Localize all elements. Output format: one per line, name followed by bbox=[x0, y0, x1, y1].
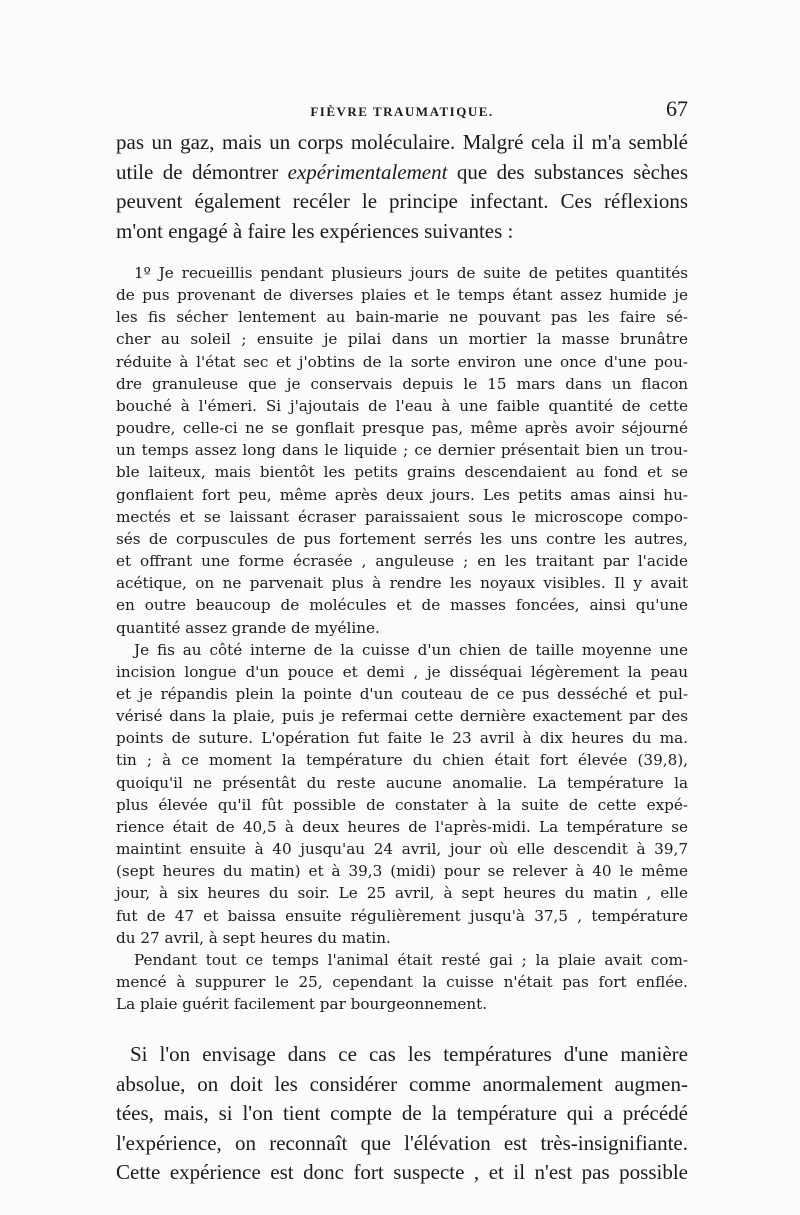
text-line: absolue, on doit les considérer comme anormalement augmen- bbox=[116, 1071, 688, 1096]
text-line: du 27 avril, à sept heures du matin. bbox=[116, 928, 391, 947]
text-line: (sept heures du matin) et à 39,3 (midi) pour se relever à 40 le même bbox=[116, 862, 688, 881]
text-line: Si l'on envisage dans ce cas les températures d'une manière bbox=[130, 1042, 688, 1066]
text-line: plus élevée qu'il fût possible de constater à la suite de cette expé- bbox=[116, 795, 688, 814]
text-line: tin ; à ce moment la température du chien était fort élevée (39,8), bbox=[116, 751, 688, 770]
text-line: et je répandis plein la pointe d'un couteau de ce pus desséché et pul- bbox=[116, 684, 688, 703]
text-line: un temps assez long dans le liquide ; ce dernier présentait bien un trou- bbox=[116, 441, 688, 460]
text-line: sés de corpuscules de pus fortement serrés les uns contre les autres, bbox=[116, 529, 688, 548]
running-head-title: FIÈVRE TRAUMATIQUE. bbox=[310, 104, 494, 119]
text-line: Pendant tout ce temps l'animal était resté gai ; la plaie avait com- bbox=[134, 950, 688, 969]
text-line: mectés et se laissant écraser paraissaient sous le microscope compo- bbox=[116, 507, 688, 526]
text-line: de pus provenant de diverses plaies et le temps étant assez humide je bbox=[116, 286, 688, 305]
text-line: Cette expérience est donc fort suspecte , et il n'est pas possible bbox=[116, 1160, 688, 1185]
running-head bbox=[116, 94, 688, 124]
text-line: gonflaient fort peu, même après deux jours. Les petits amas ainsi hu- bbox=[116, 485, 688, 504]
text-line: Je fis au côté interne de la cuisse d'un chien de taille moyenne une bbox=[134, 640, 688, 659]
text-line: pas un gaz, mais un corps moléculaire. Malgré cela il m'a semblé bbox=[116, 130, 688, 154]
italic-word: expérimentalement bbox=[287, 159, 448, 184]
text-line: maintint ensuite à 40 jusqu'au 24 avril, jour où elle descendit à 39,7 bbox=[116, 840, 688, 859]
conclusion-paragraph bbox=[116, 1040, 688, 1188]
text-line: fut de 47 et baissa ensuite régulièrement jusqu'à 37,5 , température bbox=[116, 906, 688, 925]
text-line: jour, à six heures du soir. Le 25 avril, à sept heures du matin , elle bbox=[116, 884, 688, 903]
text-line: tées, mais, si l'on tient compte de la température qui a précédé bbox=[116, 1101, 688, 1126]
text-line: acétique, on ne parvenait plus à rendre les noyaux visibles. Il y avait bbox=[116, 574, 688, 593]
text-line: peuvent également recéler le principe infectant. Ces réflexions bbox=[116, 189, 688, 213]
text-line: bouché à l'émeri. Si j'ajoutais de l'eau à une faible quantité de cette bbox=[116, 396, 688, 415]
text-line: en outre beaucoup de molécules et de masses foncées, ainsi qu'une bbox=[116, 596, 688, 615]
text-line: points de suture. L'opération fut faite le 23 avril à dix heures du ma. bbox=[116, 729, 688, 748]
page-number: 67 bbox=[666, 96, 688, 121]
experiment-notes bbox=[116, 262, 688, 1015]
text-line: m'ont engagé à faire les expériences suivantes : bbox=[116, 218, 514, 243]
text-line: réduite à l'état sec et j'obtins de la sorte environ une once d'une pou- bbox=[116, 352, 688, 371]
text-line: quoiqu'il ne présentât du reste aucune anomalie. La température la bbox=[116, 773, 688, 792]
text-line: mencé à suppurer le 25, cependant la cuisse n'était pas fort enflée. bbox=[116, 973, 688, 991]
text-line: quantité assez grande de myéline. bbox=[116, 618, 380, 637]
text-span: utile de démontrer bbox=[116, 159, 288, 184]
intro-paragraph bbox=[116, 128, 688, 246]
text-line: et offrant une forme écrasée , anguleuse ; en les traitant par l'acide bbox=[116, 552, 688, 571]
text-line: dre granuleuse que je conservais depuis le 15 mars dans un flacon bbox=[116, 374, 688, 393]
text-line: les fis sécher lentement au bain-marie ne pouvant pas les faire sé- bbox=[116, 308, 688, 327]
text-span: que des substances sèches bbox=[447, 159, 688, 184]
text-line: cher au soleil ; ensuite je pilai dans un mortier la masse brunâtre bbox=[116, 330, 688, 349]
text-line: incision longue d'un pouce et demi , je disséquai légèrement la peau bbox=[116, 662, 688, 681]
text-line: vérisé dans la plaie, puis je refermai cette dernière exactement par des bbox=[116, 707, 688, 726]
text-line: rience était de 40,5 à deux heures de l'après-midi. La température se bbox=[116, 817, 688, 836]
text-line bbox=[116, 158, 688, 188]
text-line: poudre, celle-ci ne se gonflait presque pas, même après avoir séjourné bbox=[116, 419, 688, 438]
text-line: ble laiteux, mais bientôt les petits grains descendaient au fond et se bbox=[116, 463, 688, 482]
text-line: l'expérience, on reconnaît que l'élévation est très-insignifiante. bbox=[116, 1130, 688, 1155]
text-line: 1º Je recueillis pendant plusieurs jours de suite de petites quantités bbox=[134, 264, 688, 282]
text-line: La plaie guérit facilement par bourgeonnement. bbox=[116, 995, 488, 1014]
